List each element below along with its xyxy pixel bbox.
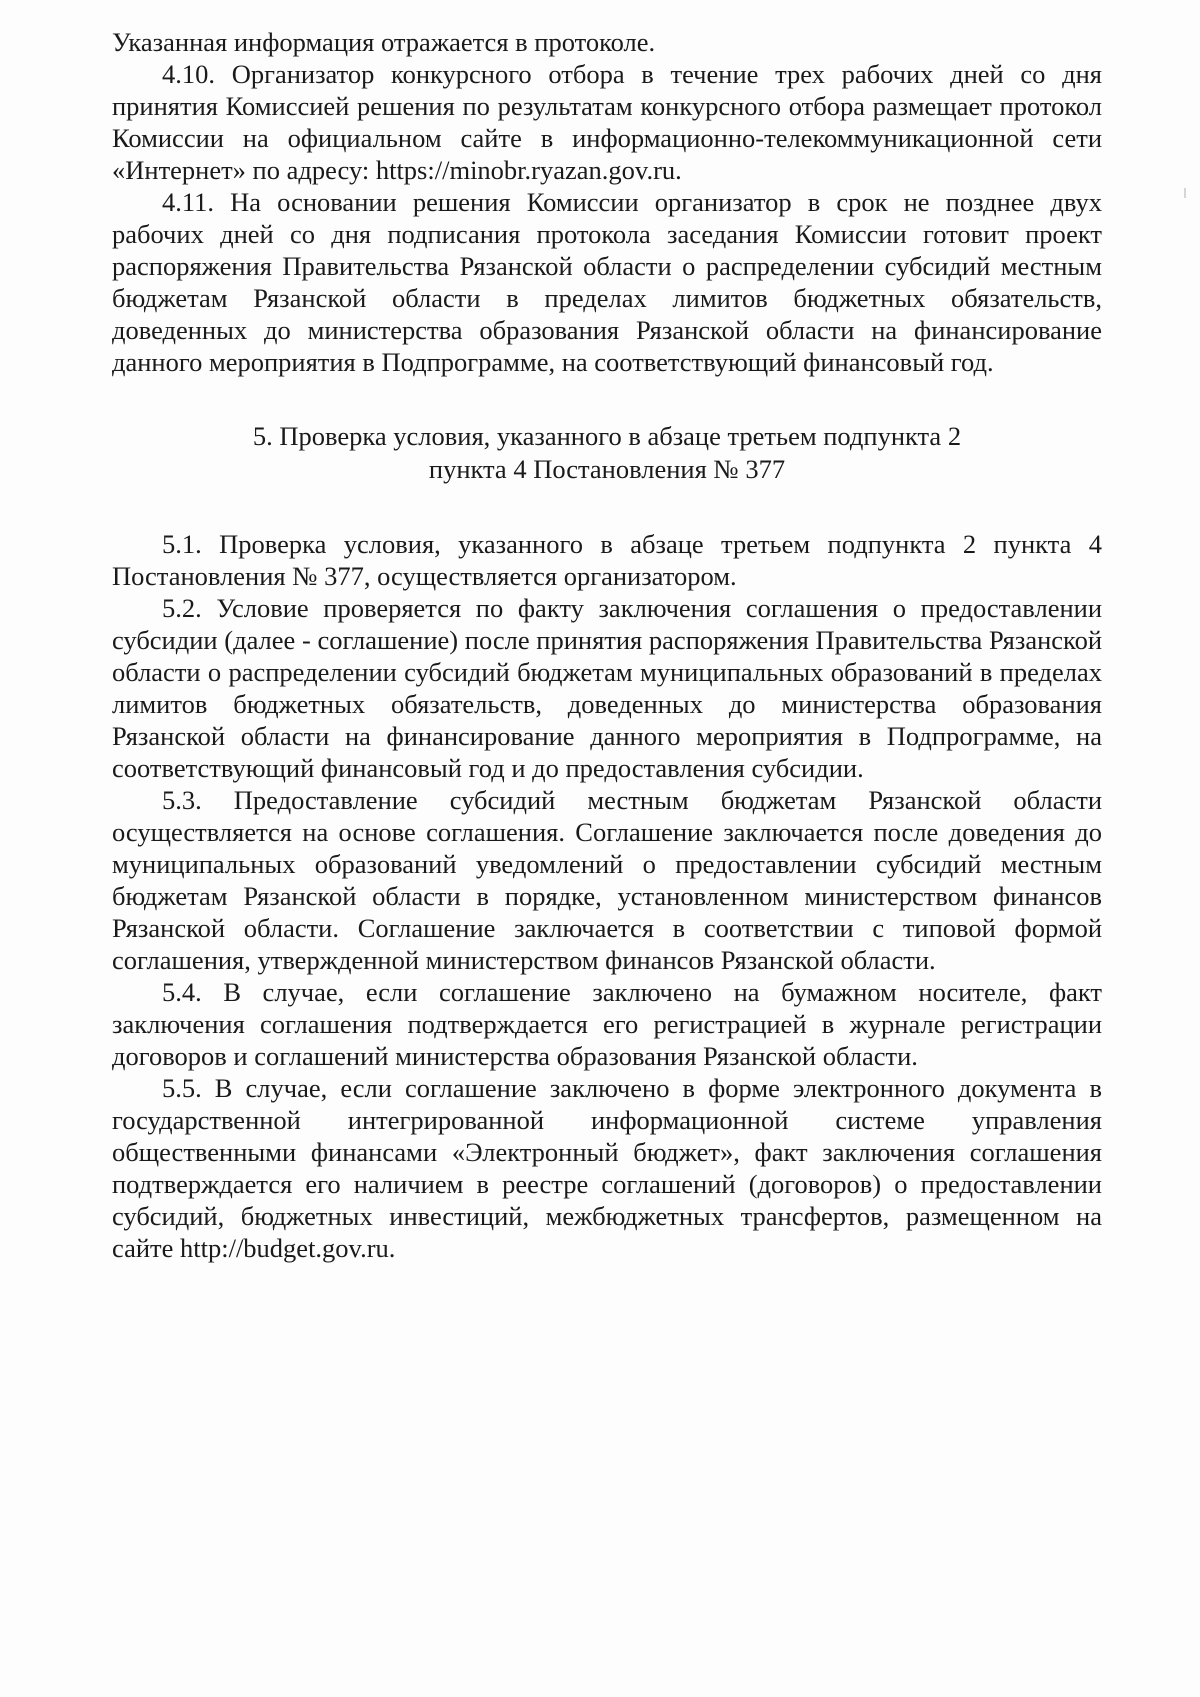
document-body: [112, 26, 1102, 1264]
section-heading-line-2: пункта 4 Постановления № 377: [428, 454, 786, 484]
paragraph-5-4: 5.4. В случае, если соглашение заключено на бумажном носителе, факт заключения соглашения подтверждается его регистрацией в журнале регистрации договоров и соглашений министерства образования Рязанской области.: [112, 977, 1102, 1071]
scan-artifact: [1184, 188, 1186, 198]
paragraph-5-2: 5.2. Условие проверяется по факту заключения соглашения о предоставлении субсидии (далее - соглашение) после принятия распоряжения Правительства Рязанской области о распределении субсидий бюджетам муниципальных образований в пределах лимитов бюджетных обязательств, доведенных до министерства образования Рязанской области на финансирование данного мероприятия в Подпрограмме, на соответствующий финансовый год и до предоставления субсидии.: [112, 593, 1102, 783]
paragraph-5-5: 5.5. В случае, если соглашение заключено в форме электронного документа в государственной интегрированной информационной системе управления общественными финансами «Электронный бюджет», факт заключения соглашения подтверждается его наличием в реестре соглашений (договоров) о предоставлении субсидий, бюджетных инвестиций, межбюджетных трансфертов, размещенном на сайте http://budget.gov.ru.: [112, 1073, 1102, 1263]
paragraph-4-11: 4.11. На основании решения Комиссии организатор в срок не позднее двух рабочих дней со дня подписания протокола заседания Комиссии готовит проект распоряжения Правительства Рязанской области о распределении субсидий местным бюджетам Рязанской области в пределах лимитов бюджетных обязательств, доведенных до министерства образования Рязанской области на финансирование данного мероприятия в Подпрограмме, на соответствующий финансовый год.: [112, 187, 1102, 377]
paragraph-4-10: 4.10. Организатор конкурсного отбора в течение трех рабочих дней со дня принятия Комиссией решения по результатам конкурсного отбора размещает протокол Комиссии на официальном сайте в информационно-телекоммуникационной сети «Интернет» по адресу: https://minobr.ryazan.gov.ru.: [112, 59, 1102, 185]
paragraph-5-3: 5.3. Предоставление субсидий местным бюджетам Рязанской области осуществляется на основе соглашения. Соглашение заключается после доведения до муниципальных образований уведомлений о предоставлении субсидий местным бюджетам Рязанской области в порядке, установленном министерством финансов Рязанской области. Соглашение заключается в соответствии с типовой формой соглашения, утвержденной министерством финансов Рязанской области.: [112, 785, 1102, 975]
section-heading-5: [112, 420, 1102, 486]
paragraph-intro: Указанная информация отражается в протоколе.: [112, 27, 656, 57]
section-heading-line-1: 5. Проверка условия, указанного в абзаце третьем подпункта 2: [252, 421, 962, 451]
paragraph-5-1: 5.1. Проверка условия, указанного в абзаце третьем подпункта 2 пункта 4 Постановления № 377, осуществляется организатором.: [112, 529, 1102, 591]
